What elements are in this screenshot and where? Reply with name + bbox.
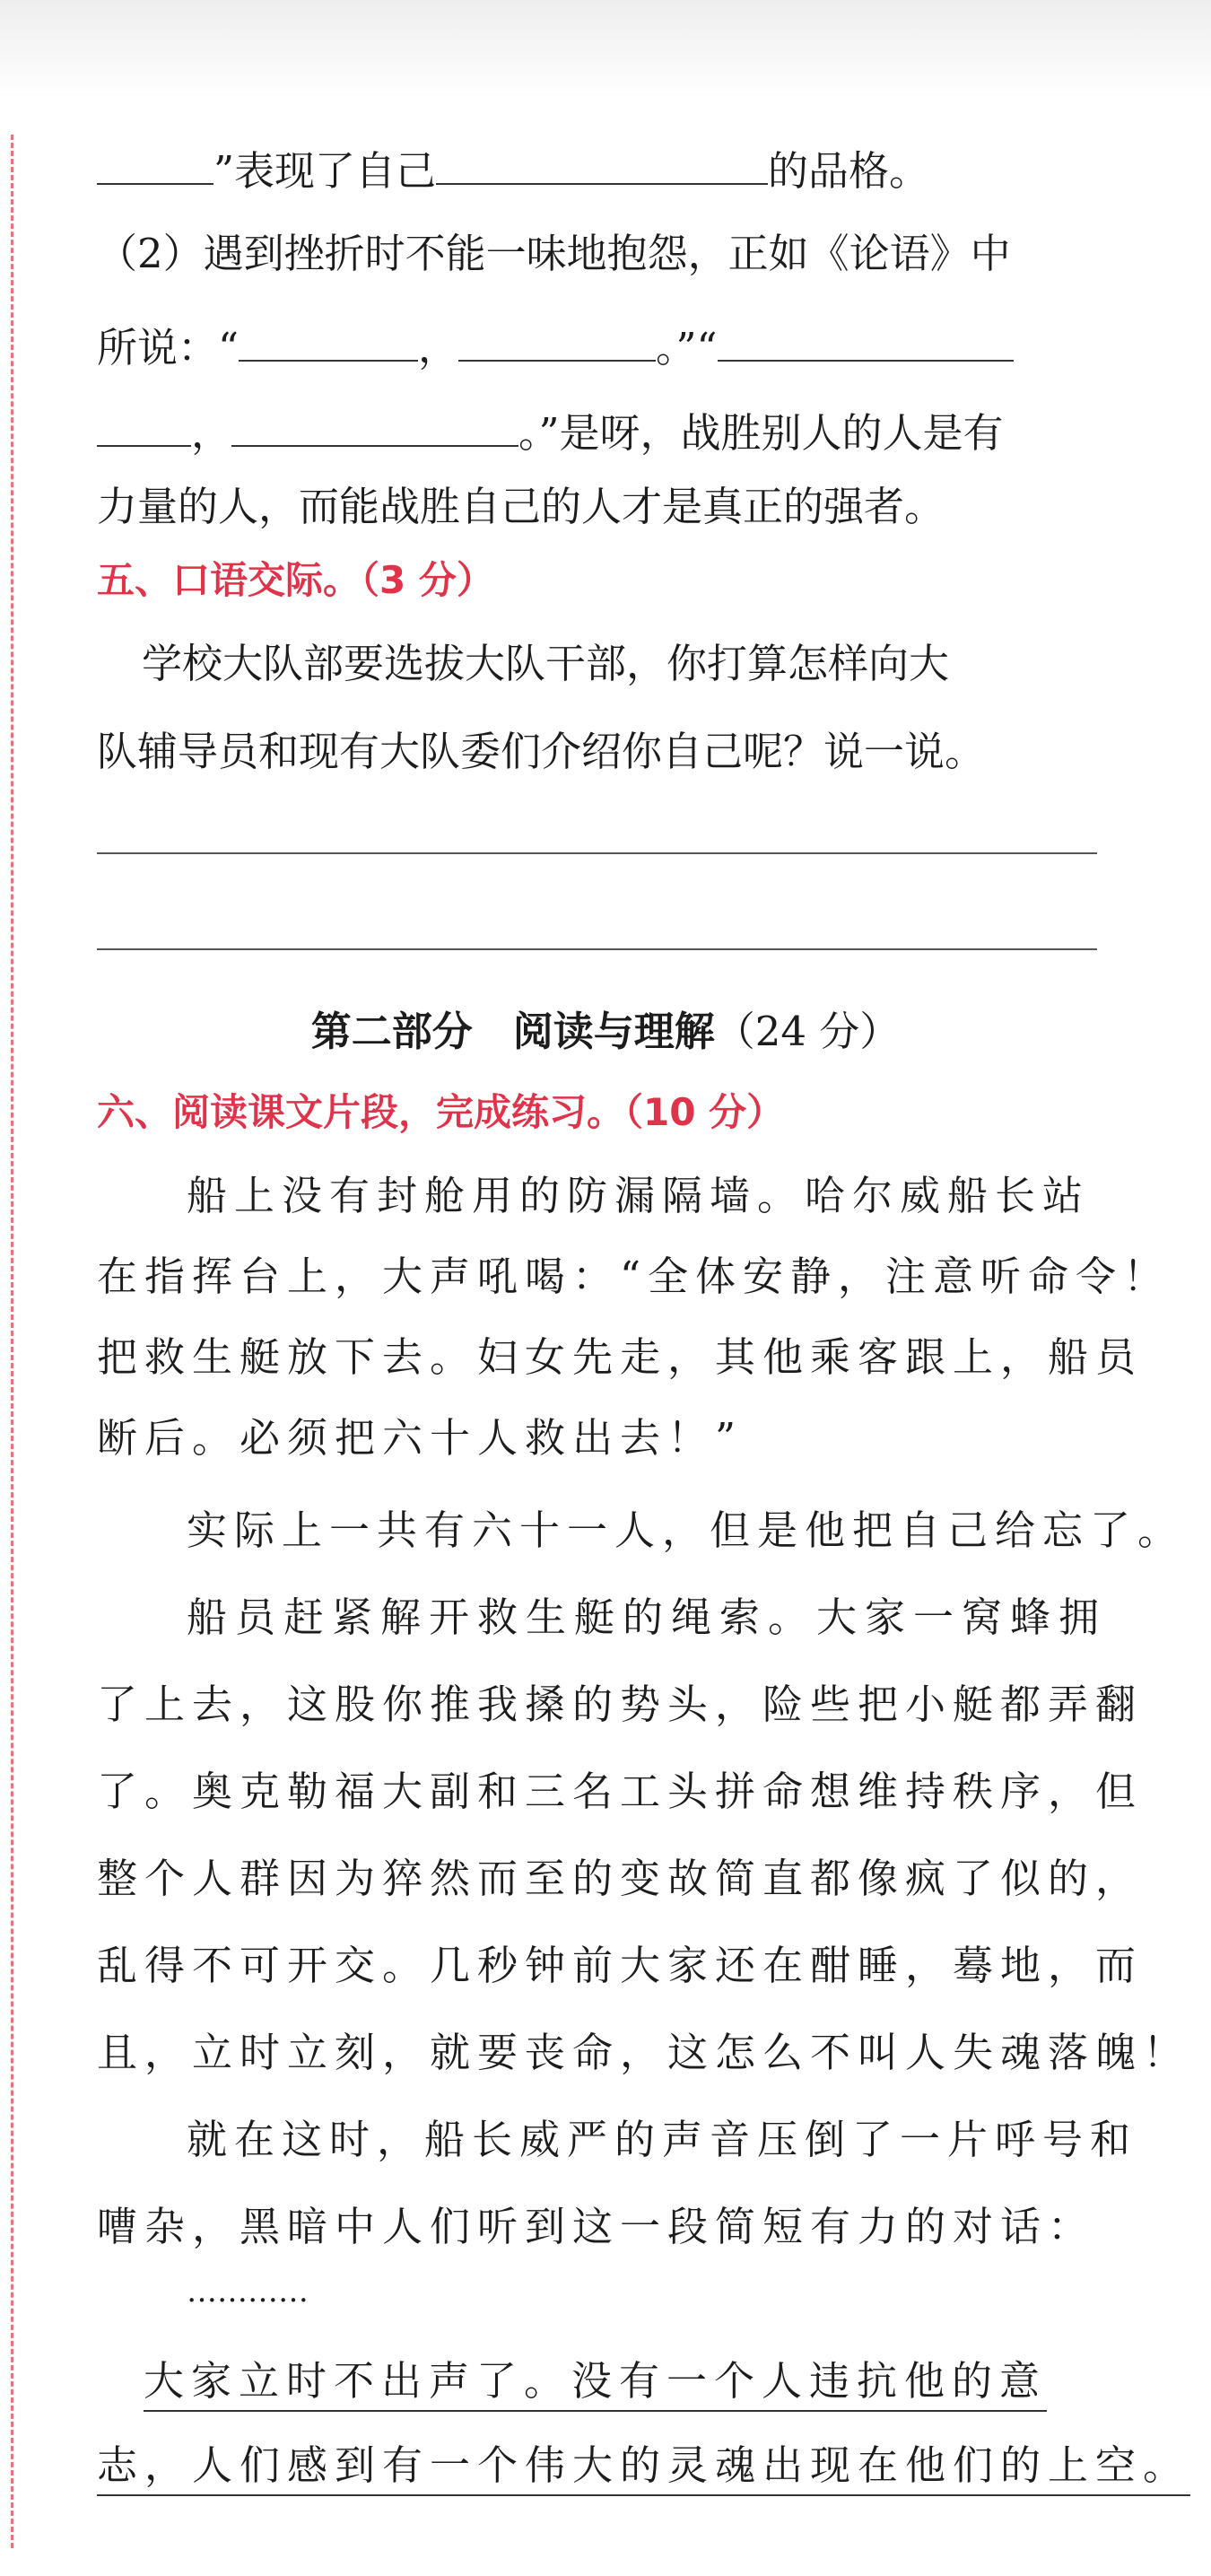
blank-answer[interactable] (97, 404, 191, 447)
passage-line: 实际上一共有六十一人，但是他把自己给忘了。 (187, 1506, 1186, 1554)
blank-answer[interactable] (718, 319, 1014, 362)
passage-line: 船员赶紧解开救生艇的绳索。大家一窝蜂拥 (187, 1594, 1108, 1641)
passage-line: 在指挥台上，大声吼喝：“全体安静，注意听命令！ (97, 1253, 1172, 1300)
part2-title-text: 第二部分 阅读与理解 (310, 1008, 715, 1055)
answer-line[interactable] (97, 948, 1097, 950)
passage-line: 断后。必须把六十人救出去！” (97, 1414, 744, 1462)
q2-line2 (97, 319, 1097, 375)
q2-line4: 力量的人，而能战胜自己的人才是真正的强者。 (97, 483, 945, 530)
q2-comma1: ， (418, 324, 459, 371)
passage-line: 嘈杂，黑暗中人们听到这一段简短有力的对话： (97, 2203, 1096, 2250)
underlined-text: 大家立时不出声了。没有一个人违抗他的意 (144, 2357, 1047, 2412)
passage-line: 就在这时，船长威严的声音压倒了一片呼号和 (187, 2116, 1138, 2163)
part2-title (0, 1005, 1211, 1059)
margin-dashed-rule (11, 135, 13, 2548)
section6-heading: 六、阅读课文片段，完成练习。（10 分） (97, 1090, 785, 1134)
text-end: 的品格。 (768, 147, 930, 195)
blank-answer[interactable] (231, 404, 518, 447)
q2-line1: （2）遇到挫折时不能一味地抱怨，正如《论语》中 (97, 230, 1011, 277)
passage-line: 船上没有封舱用的防漏隔墙。哈尔威船长站 (187, 1172, 1091, 1219)
scan-top-shade (0, 0, 1211, 99)
answer-line[interactable] (97, 852, 1097, 854)
blank-answer[interactable] (239, 319, 418, 362)
blank-answer[interactable] (97, 142, 213, 185)
passage-line: 了上去，这股你推我搡的势头，险些把小艇都弄翻 (97, 1681, 1144, 1728)
passage-line: 整个人群因为猝然而至的变故简直都像疯了似的， (97, 1855, 1144, 1902)
passage-line: 乱得不可开交。几秒钟前大家还在酣睡，蓦地，而 (97, 1942, 1144, 1989)
section5-heading: 五、口语交际。（3 分） (97, 558, 494, 602)
q2-line3 (97, 404, 1097, 460)
blank-answer[interactable] (458, 319, 656, 362)
underlined-passage-line (144, 2354, 1097, 2408)
fill-blank-line-trait (97, 142, 1097, 198)
q2-close1: 。”“ (656, 324, 718, 371)
q2-line2-start: 所说：“ (97, 324, 240, 371)
section5-para-line1: 学校大队部要选拔大队干部，你打算怎样向大 (142, 640, 950, 687)
text-tail: ”表现了自己 (213, 147, 437, 195)
passage-line: 把救生艇放下去。妇女先走，其他乘客跟上，船员 (97, 1333, 1144, 1381)
underlined-passage-line (97, 2439, 1191, 2493)
underlined-text: 志，人们感到有一个伟大的灵魂出现在他们的上空。 (97, 2441, 1190, 2496)
passage-line: 且，立时立刻，就要丧命，这怎么不叫人失魂落魄！ (97, 2029, 1191, 2076)
blank-answer[interactable] (436, 142, 768, 185)
q2-comma2: ， (191, 409, 232, 457)
section5-para-line2: 队辅导员和现有大队委们介绍你自己呢？说一说。 (97, 728, 986, 775)
q2-close2: 。”是呀，战胜别人的人是有 (518, 409, 1004, 457)
passage-ellipsis: ………… (187, 2274, 309, 2310)
passage-line: 了。奥克勒福大副和三名工头拼命想维持秩序，但 (97, 1768, 1144, 1815)
part2-score: （24 分） (714, 1008, 901, 1055)
